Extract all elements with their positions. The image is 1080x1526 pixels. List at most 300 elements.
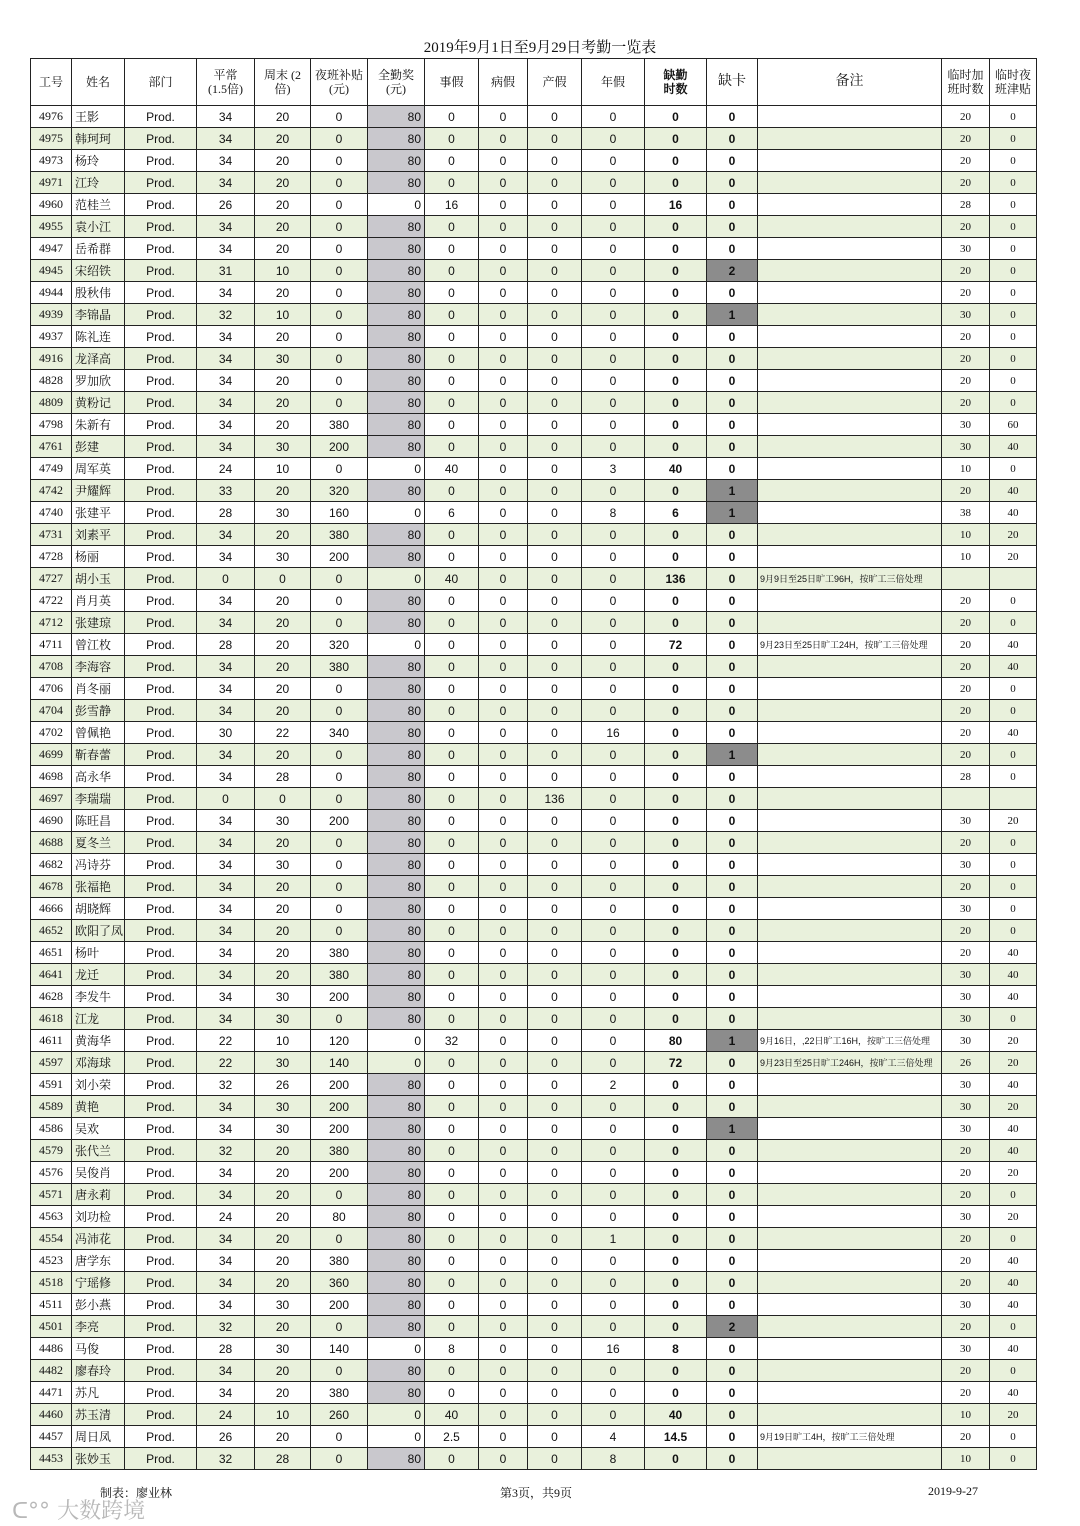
cell-col-4: 20 [255, 480, 311, 502]
table-row [31, 568, 1037, 590]
cell-col-13 [758, 194, 942, 216]
cell-col-13 [758, 216, 942, 238]
cell-col-8: 0 [479, 1250, 528, 1272]
cell-col-15: 20 [990, 810, 1037, 832]
cell-col-5: 0 [311, 326, 368, 348]
cell-col-2: Prod. [125, 788, 197, 810]
cell-col-14: 20 [942, 1184, 990, 1206]
cell-col-13 [758, 1184, 942, 1206]
cell-col-4: 30 [255, 546, 311, 568]
cell-col-10: 0 [582, 1162, 645, 1184]
cell-col-1: 宁瑶修 [72, 1272, 125, 1294]
cell-col-3: 34 [197, 414, 255, 436]
cell-col-8: 0 [479, 1030, 528, 1052]
cell-col-14: 28 [942, 766, 990, 788]
cell-col-3: 34 [197, 546, 255, 568]
cell-col-6: 80 [368, 590, 425, 612]
cell-col-14: 30 [942, 1096, 990, 1118]
cell-col-8: 0 [479, 568, 528, 590]
cell-col-13 [758, 172, 942, 194]
cell-col-3: 34 [197, 986, 255, 1008]
cell-col-5: 320 [311, 634, 368, 656]
cell-col-6: 80 [368, 876, 425, 898]
cell-col-13 [758, 1074, 942, 1096]
cell-col-13 [758, 1272, 942, 1294]
cell-col-1: 朱新有 [72, 414, 125, 436]
cell-col-12: 0 [707, 238, 758, 260]
cell-col-10: 0 [582, 106, 645, 128]
cell-col-6: 80 [368, 392, 425, 414]
cell-col-8: 0 [479, 502, 528, 524]
cell-col-11: 0 [645, 590, 707, 612]
cell-col-11: 0 [645, 392, 707, 414]
cell-col-5: 0 [311, 1360, 368, 1382]
cell-col-15: 0 [990, 1426, 1037, 1448]
cell-col-1: 廖春玲 [72, 1360, 125, 1382]
cell-col-7: 0 [425, 876, 479, 898]
cell-col-10: 0 [582, 546, 645, 568]
cell-col-1: 吴俊肖 [72, 1162, 125, 1184]
cell-col-13 [758, 282, 942, 304]
cell-col-5: 0 [311, 1008, 368, 1030]
cell-col-5: 200 [311, 1074, 368, 1096]
cell-col-0: 4971 [31, 172, 72, 194]
cell-col-7: 0 [425, 1272, 479, 1294]
cell-col-3: 34 [197, 106, 255, 128]
cell-col-15: 0 [990, 150, 1037, 172]
cell-col-2: Prod. [125, 568, 197, 590]
cell-col-11: 0 [645, 260, 707, 282]
cell-col-3: 34 [197, 1382, 255, 1404]
cell-col-4: 30 [255, 502, 311, 524]
cell-col-0: 4589 [31, 1096, 72, 1118]
cell-col-15: 0 [990, 876, 1037, 898]
cell-col-8: 0 [479, 1382, 528, 1404]
cell-col-12: 1 [707, 502, 758, 524]
table-row [31, 1184, 1037, 1206]
table-row [31, 480, 1037, 502]
watermark-text: 大数跨境 [57, 1499, 146, 1524]
cell-col-9: 0 [528, 1294, 582, 1316]
cell-col-6: 0 [368, 502, 425, 524]
cell-col-6: 80 [368, 524, 425, 546]
column-header: 平常 (1.5倍) [197, 59, 255, 106]
cell-col-7: 0 [425, 1206, 479, 1228]
cell-col-8: 0 [479, 524, 528, 546]
cell-col-6: 80 [368, 898, 425, 920]
cell-col-15: 0 [990, 612, 1037, 634]
cell-col-15: 40 [990, 1272, 1037, 1294]
cell-col-14: 30 [942, 854, 990, 876]
cell-col-1: 肖冬丽 [72, 678, 125, 700]
cell-col-0: 4523 [31, 1250, 72, 1272]
cell-col-7: 0 [425, 414, 479, 436]
cell-col-8: 0 [479, 1206, 528, 1228]
cell-col-4: 30 [255, 1338, 311, 1360]
cell-col-11: 0 [645, 326, 707, 348]
table-row [31, 326, 1037, 348]
cell-col-10: 0 [582, 128, 645, 150]
cell-col-2: Prod. [125, 304, 197, 326]
cell-col-0: 4722 [31, 590, 72, 612]
column-header: 周末 (2 倍) [255, 59, 311, 106]
cell-col-8: 0 [479, 392, 528, 414]
cell-col-2: Prod. [125, 260, 197, 282]
cell-col-6: 80 [368, 788, 425, 810]
cell-col-0: 4482 [31, 1360, 72, 1382]
cell-col-15: 0 [990, 590, 1037, 612]
cell-col-12: 0 [707, 1140, 758, 1162]
cell-col-9: 0 [528, 502, 582, 524]
cell-col-9: 0 [528, 876, 582, 898]
cell-col-8: 0 [479, 1294, 528, 1316]
cell-col-11: 6 [645, 502, 707, 524]
cell-col-0: 4976 [31, 106, 72, 128]
cell-col-4: 20 [255, 414, 311, 436]
cell-col-14: 20 [942, 634, 990, 656]
cell-col-6: 80 [368, 1118, 425, 1140]
cell-col-5: 0 [311, 1316, 368, 1338]
table-row [31, 238, 1037, 260]
cell-col-13 [758, 326, 942, 348]
cell-col-2: Prod. [125, 1162, 197, 1184]
cell-col-12: 1 [707, 1118, 758, 1140]
cell-col-6: 80 [368, 1206, 425, 1228]
cell-col-0: 4809 [31, 392, 72, 414]
table-row [31, 260, 1037, 282]
cell-col-12: 0 [707, 568, 758, 590]
cell-col-8: 0 [479, 480, 528, 502]
table-row [31, 898, 1037, 920]
cell-col-6: 80 [368, 260, 425, 282]
cell-col-2: Prod. [125, 1360, 197, 1382]
cell-col-11: 0 [645, 964, 707, 986]
cell-col-13 [758, 1118, 942, 1140]
cell-col-6: 80 [368, 1096, 425, 1118]
cell-col-10: 0 [582, 194, 645, 216]
cell-col-15: 40 [990, 480, 1037, 502]
cell-col-3: 28 [197, 502, 255, 524]
cell-col-12: 0 [707, 1448, 758, 1470]
cell-col-5: 380 [311, 1250, 368, 1272]
cell-col-12: 0 [707, 1250, 758, 1272]
cell-col-12: 0 [707, 414, 758, 436]
cell-col-4: 30 [255, 854, 311, 876]
cell-col-8: 0 [479, 260, 528, 282]
cell-col-4: 20 [255, 238, 311, 260]
cell-col-8: 0 [479, 700, 528, 722]
cell-col-2: Prod. [125, 1294, 197, 1316]
cell-col-7: 0 [425, 986, 479, 1008]
cell-col-3: 34 [197, 678, 255, 700]
cell-col-10: 0 [582, 260, 645, 282]
cell-col-5: 0 [311, 348, 368, 370]
cell-col-10: 0 [582, 1404, 645, 1426]
cell-col-14: 30 [942, 1294, 990, 1316]
cell-col-5: 200 [311, 986, 368, 1008]
cell-col-13 [758, 898, 942, 920]
cell-col-11: 14.5 [645, 1426, 707, 1448]
cell-col-11: 0 [645, 370, 707, 392]
cell-col-10: 4 [582, 1426, 645, 1448]
cell-col-13 [758, 810, 942, 832]
table-row [31, 1360, 1037, 1382]
cell-col-6: 80 [368, 832, 425, 854]
table-body [31, 106, 1037, 1470]
cell-col-0: 4457 [31, 1426, 72, 1448]
cell-col-15: 40 [990, 1382, 1037, 1404]
cell-col-8: 0 [479, 744, 528, 766]
cell-col-10: 0 [582, 942, 645, 964]
cell-col-4: 20 [255, 1162, 311, 1184]
cell-col-4: 30 [255, 348, 311, 370]
cell-col-14: 10 [942, 524, 990, 546]
table-row [31, 1162, 1037, 1184]
cell-col-11: 0 [645, 304, 707, 326]
cell-col-13 [758, 1008, 942, 1030]
cell-col-12: 0 [707, 370, 758, 392]
cell-col-8: 0 [479, 216, 528, 238]
cell-col-0: 4712 [31, 612, 72, 634]
cell-col-14: 20 [942, 370, 990, 392]
cell-col-9: 0 [528, 128, 582, 150]
cell-col-15: 0 [990, 832, 1037, 854]
cell-col-7: 0 [425, 216, 479, 238]
cell-col-2: Prod. [125, 634, 197, 656]
cell-col-9: 0 [528, 942, 582, 964]
cell-col-8: 0 [479, 590, 528, 612]
cell-col-14: 38 [942, 502, 990, 524]
cell-col-8: 0 [479, 238, 528, 260]
cell-col-8: 0 [479, 1074, 528, 1096]
table-row [31, 766, 1037, 788]
cell-col-6: 80 [368, 810, 425, 832]
cell-col-13 [758, 458, 942, 480]
cell-col-13 [758, 942, 942, 964]
cell-col-3: 28 [197, 1338, 255, 1360]
cell-col-11: 0 [645, 744, 707, 766]
cell-col-2: Prod. [125, 1426, 197, 1448]
cell-col-12: 0 [707, 722, 758, 744]
table-row [31, 612, 1037, 634]
cell-col-2: Prod. [125, 1338, 197, 1360]
cell-col-5: 0 [311, 832, 368, 854]
cell-col-12: 0 [707, 1294, 758, 1316]
cell-col-1: 范桂兰 [72, 194, 125, 216]
cell-col-5: 160 [311, 502, 368, 524]
cell-col-1: 刘小荣 [72, 1074, 125, 1096]
cell-col-13 [758, 1206, 942, 1228]
cell-col-10: 0 [582, 766, 645, 788]
cell-col-11: 0 [645, 1448, 707, 1470]
cell-col-3: 34 [197, 282, 255, 304]
cell-col-1: 李发牛 [72, 986, 125, 1008]
cell-col-12: 0 [707, 1184, 758, 1206]
cell-col-1: 周军英 [72, 458, 125, 480]
cell-col-12: 0 [707, 1052, 758, 1074]
table-row [31, 744, 1037, 766]
cell-col-14: 20 [942, 876, 990, 898]
cell-col-6: 80 [368, 1008, 425, 1030]
cell-col-0: 4460 [31, 1404, 72, 1426]
cell-col-15: 0 [990, 744, 1037, 766]
cell-col-13 [758, 1360, 942, 1382]
cell-col-13 [758, 876, 942, 898]
footer-date: 2019-9-27 [928, 1484, 978, 1498]
cell-col-8: 0 [479, 326, 528, 348]
cell-col-14: 30 [942, 1030, 990, 1052]
cell-col-12: 0 [707, 282, 758, 304]
cell-col-11: 0 [645, 920, 707, 942]
watermark [12, 1494, 145, 1525]
cell-col-15: 40 [990, 436, 1037, 458]
cell-col-4: 0 [255, 568, 311, 590]
cell-col-2: Prod. [125, 524, 197, 546]
cell-col-2: Prod. [125, 194, 197, 216]
cell-col-9: 0 [528, 436, 582, 458]
cell-col-14: 20 [942, 282, 990, 304]
cell-col-13 [758, 832, 942, 854]
cell-col-14: 20 [942, 920, 990, 942]
cell-col-8: 0 [479, 766, 528, 788]
cell-col-3: 34 [197, 1008, 255, 1030]
cell-col-3: 34 [197, 898, 255, 920]
cell-col-14: 20 [942, 1360, 990, 1382]
cell-col-0: 4740 [31, 502, 72, 524]
cell-col-11: 0 [645, 1184, 707, 1206]
cell-col-9: 0 [528, 304, 582, 326]
cell-col-6: 80 [368, 1316, 425, 1338]
cell-col-3: 34 [197, 1250, 255, 1272]
cell-col-14: 30 [942, 436, 990, 458]
cell-col-15: 0 [990, 700, 1037, 722]
cell-col-5: 0 [311, 128, 368, 150]
cell-col-0: 4666 [31, 898, 72, 920]
cell-col-4: 22 [255, 722, 311, 744]
cell-col-8: 0 [479, 150, 528, 172]
cell-col-15: 40 [990, 1338, 1037, 1360]
cell-col-2: Prod. [125, 1030, 197, 1052]
cell-col-2: Prod. [125, 700, 197, 722]
cell-col-13 [758, 128, 942, 150]
column-header: 夜班补贴 (元) [311, 59, 368, 106]
cell-col-11: 0 [645, 722, 707, 744]
cell-col-5: 0 [311, 194, 368, 216]
footer-page: 第3页，共9页 [500, 1486, 573, 1500]
cell-col-7: 0 [425, 150, 479, 172]
cell-col-14: 20 [942, 128, 990, 150]
cell-col-7: 0 [425, 172, 479, 194]
cell-col-14: 20 [942, 216, 990, 238]
cell-col-4: 28 [255, 1448, 311, 1470]
cell-col-4: 20 [255, 392, 311, 414]
cell-col-10: 0 [582, 216, 645, 238]
cell-col-13 [758, 348, 942, 370]
cell-col-4: 20 [255, 832, 311, 854]
cell-col-13 [758, 788, 942, 810]
cell-col-3: 31 [197, 260, 255, 282]
cell-col-0: 4618 [31, 1008, 72, 1030]
cell-col-1: 罗加欣 [72, 370, 125, 392]
cell-col-2: Prod. [125, 1184, 197, 1206]
cell-col-11: 0 [645, 414, 707, 436]
cell-col-9: 0 [528, 744, 582, 766]
cell-col-4: 20 [255, 590, 311, 612]
cell-col-9: 0 [528, 1184, 582, 1206]
cell-col-3: 34 [197, 326, 255, 348]
table-row [31, 1030, 1037, 1052]
cell-col-9: 0 [528, 1030, 582, 1052]
column-header: 缺勤 时数 [645, 59, 707, 106]
cell-col-4: 20 [255, 876, 311, 898]
cell-col-13 [758, 612, 942, 634]
cell-col-12: 0 [707, 1074, 758, 1096]
cell-col-11: 0 [645, 480, 707, 502]
cell-col-14: 20 [942, 656, 990, 678]
cell-col-1: 彭雪静 [72, 700, 125, 722]
table-row [31, 1316, 1037, 1338]
cell-col-11: 8 [645, 1338, 707, 1360]
cell-col-8: 0 [479, 964, 528, 986]
cell-col-12: 0 [707, 1426, 758, 1448]
cell-col-7: 0 [425, 766, 479, 788]
cell-col-2: Prod. [125, 876, 197, 898]
cell-col-7: 40 [425, 458, 479, 480]
cell-col-12: 0 [707, 1096, 758, 1118]
cell-col-13 [758, 854, 942, 876]
cell-col-10: 0 [582, 678, 645, 700]
cell-col-14: 20 [942, 392, 990, 414]
cell-col-10: 0 [582, 1250, 645, 1272]
cell-col-4: 20 [255, 612, 311, 634]
footer-maker: 制表：廖业林 [100, 1486, 173, 1500]
cell-col-13 [758, 414, 942, 436]
cell-col-8: 0 [479, 1316, 528, 1338]
table-row [31, 1426, 1037, 1448]
cell-col-12: 0 [707, 1360, 758, 1382]
cell-col-9: 0 [528, 1228, 582, 1250]
cell-col-11: 0 [645, 876, 707, 898]
cell-col-13: 9月19日旷工4H，按旷工三倍处理 [758, 1426, 942, 1448]
cell-col-13 [758, 1096, 942, 1118]
cell-col-2: Prod. [125, 348, 197, 370]
cell-col-1: 刘素平 [72, 524, 125, 546]
cell-col-14: 30 [942, 238, 990, 260]
cell-col-5: 0 [311, 216, 368, 238]
cell-col-3: 34 [197, 392, 255, 414]
cell-col-4: 20 [255, 1272, 311, 1294]
cell-col-0: 4563 [31, 1206, 72, 1228]
cell-col-0: 4652 [31, 920, 72, 942]
cell-col-2: Prod. [125, 766, 197, 788]
table-row [31, 678, 1037, 700]
cell-col-12: 0 [707, 1008, 758, 1030]
cell-col-2: Prod. [125, 414, 197, 436]
cell-col-0: 4501 [31, 1316, 72, 1338]
cell-col-5: 0 [311, 612, 368, 634]
cell-col-9: 0 [528, 1360, 582, 1382]
cell-col-12: 2 [707, 1316, 758, 1338]
cell-col-15: 0 [990, 898, 1037, 920]
cell-col-12: 0 [707, 1272, 758, 1294]
cell-col-2: Prod. [125, 656, 197, 678]
cell-col-15 [990, 568, 1037, 590]
cell-col-13 [758, 920, 942, 942]
cell-col-4: 20 [255, 150, 311, 172]
cell-col-8: 0 [479, 898, 528, 920]
cell-col-5: 140 [311, 1052, 368, 1074]
cell-col-12: 0 [707, 106, 758, 128]
